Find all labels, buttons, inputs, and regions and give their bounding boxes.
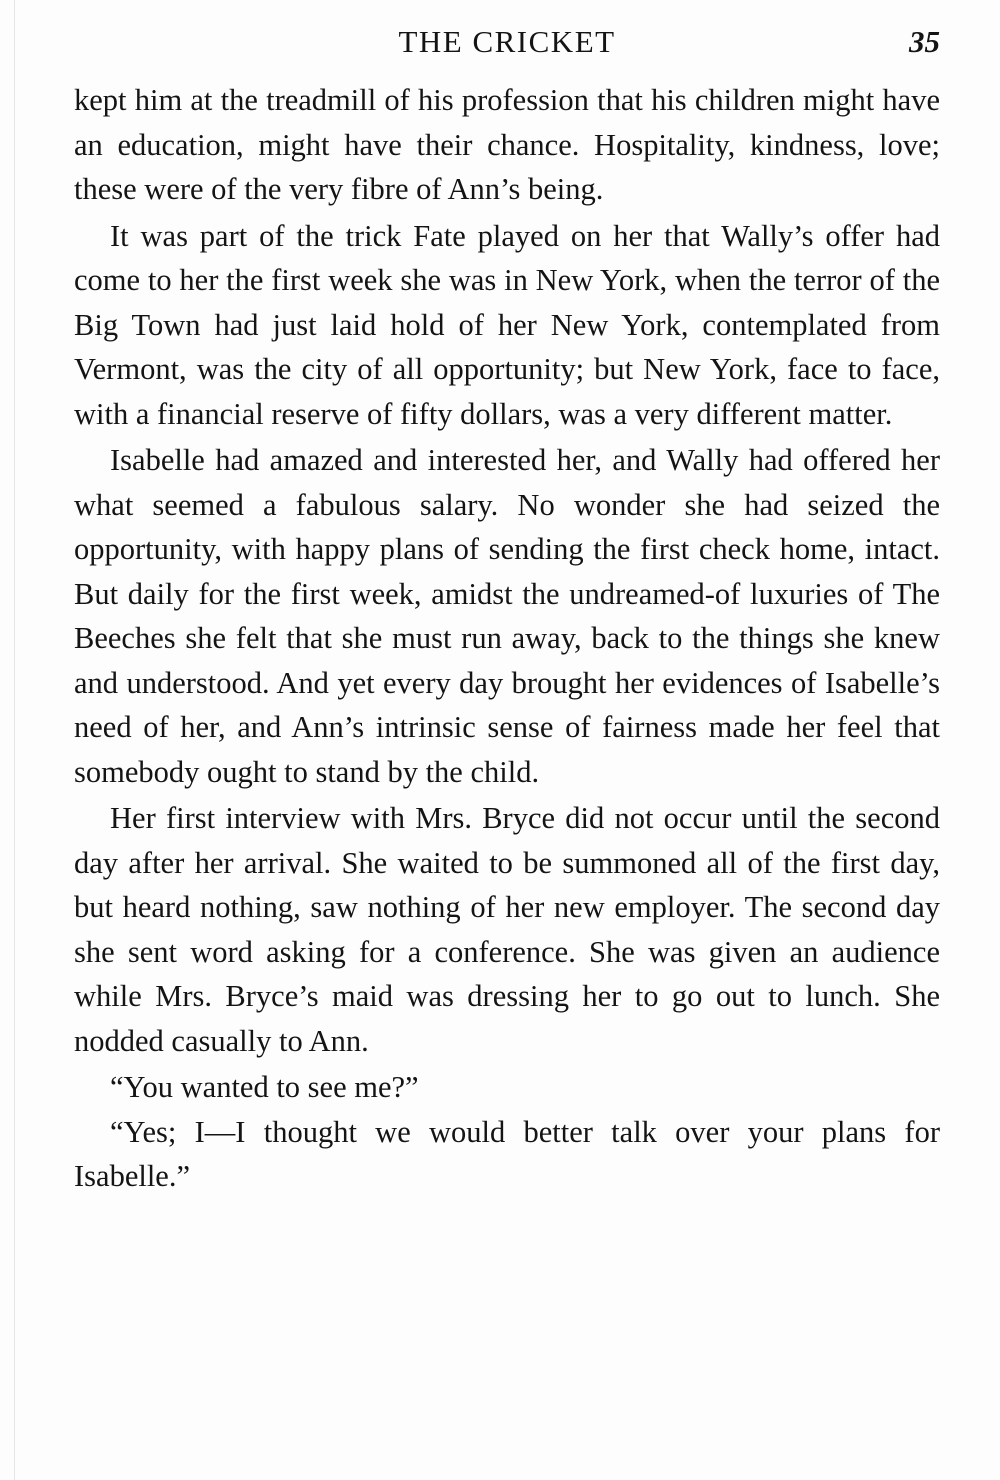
paragraph-wally-offer: It was part of the trick Fate played on her that Wally’s offer had come to her the first week she was in New York, when the terror of the Big Town had just laid hold of her New York, contemplated from Vermont, was the city of all opportunity; but New York, face to face, with a financial reserve of fifty dollars, was a very different matter.: [74, 218, 940, 431]
paragraph-first-interview: Her first interview with Mrs. Bryce did not occur until the second day after her arrival. She waited to be summoned all of the first day, but heard nothing, saw nothing of her new employer. The second day she sent word asking for a conference. She was given an audience while Mrs. Bryce’s maid was dressing her to go out to lunch. She nodded casually to Ann.: [74, 801, 940, 1058]
body-text: [74, 78, 940, 1201]
paragraph-isabelle: Isabelle had amazed and interested her, and Wally had offered her what seemed a fabulous salary. No wonder she had seized the opportunity, with happy plans of sending the first check home, intact. But daily for the first week, amidst the undreamed-of luxuries of The Beeches she felt that she must run away, back to the things she knew and understood. And yet every day brought her evidences of Isabelle’s need of her, and Ann’s intrinsic sense of fairness made her feel that somebody ought to stand by the child.: [74, 443, 940, 789]
paragraph-continued: kept him at the treadmill of his profession that his children might have an education, might have their chance. Hospitality, kindness, love; these were of the very fibre of Ann’s being.: [74, 83, 940, 206]
dialogue-line: “Yes; I—I thought we would better talk over your plans for Isabelle.”: [74, 1114, 940, 1193]
page-number: 35: [909, 24, 940, 59]
running-title: THE CRICKET: [398, 24, 616, 59]
dialogue-line: “You wanted to see me?”: [110, 1070, 419, 1104]
running-head: [74, 22, 940, 62]
page-edge-line: [14, 0, 15, 1480]
